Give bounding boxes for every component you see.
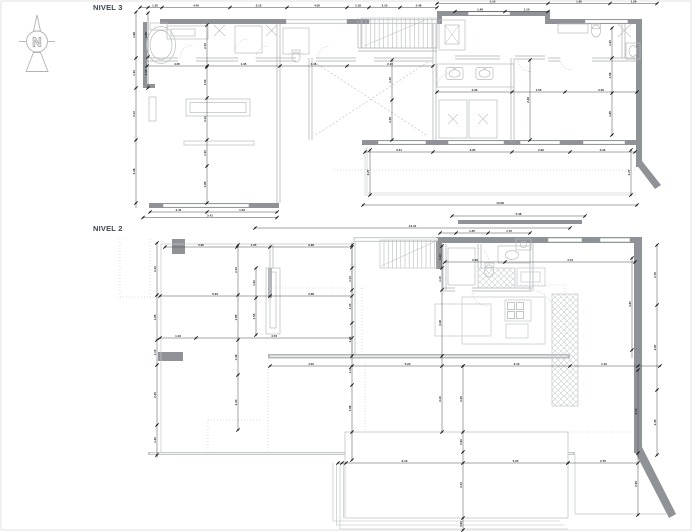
svg-text:1.10: 1.10 — [437, 254, 442, 260]
svg-text:2.41: 2.41 — [175, 207, 182, 212]
nivel3-elevator — [439, 20, 465, 50]
svg-text:1.30: 1.30 — [131, 70, 136, 76]
svg-text:4.05: 4.05 — [174, 61, 180, 66]
svg-text:1.30: 1.30 — [387, 77, 392, 83]
closet — [186, 99, 250, 116]
svg-text:3.95: 3.95 — [469, 147, 476, 152]
svg-text:2.10: 2.10 — [387, 61, 393, 66]
svg-text:3.10: 3.10 — [513, 361, 520, 366]
svg-text:2.10: 2.10 — [381, 3, 388, 8]
nivel3-x-markers — [214, 24, 631, 37]
svg-text:1.30: 1.30 — [347, 303, 352, 310]
svg-text:2.76: 2.76 — [652, 272, 657, 278]
svg-text:2.30: 2.30 — [472, 257, 478, 262]
nivel3-exterior-walls — [143, 11, 661, 224]
svg-text:2.95: 2.95 — [198, 242, 204, 247]
svg-text:2.45: 2.45 — [633, 481, 638, 487]
svg-text:1.72: 1.72 — [506, 228, 512, 233]
svg-text:1.28: 1.28 — [630, 0, 637, 4]
svg-text:4.73: 4.73 — [567, 257, 573, 262]
svg-text:1.48: 1.48 — [477, 7, 483, 12]
nivel3-bathroom-fixtures — [437, 64, 514, 138]
nivel3-windows — [163, 12, 628, 207]
shower — [448, 248, 475, 285]
nivel3-door-arcs — [180, 39, 572, 88]
svg-text:6.10: 6.10 — [401, 458, 408, 463]
svg-text:3.10: 3.10 — [437, 396, 442, 402]
svg-text:5.48: 5.48 — [515, 211, 522, 216]
svg-text:1.35: 1.35 — [250, 242, 257, 247]
nivel2-stairs — [380, 240, 437, 268]
nivel2-plan — [120, 237, 676, 529]
svg-text:2.48: 2.48 — [387, 117, 392, 123]
svg-text:1.85: 1.85 — [576, 0, 582, 4]
svg-text:1.10: 1.10 — [523, 7, 530, 12]
svg-text:2.48: 2.48 — [415, 3, 422, 8]
svg-text:4.73: 4.73 — [271, 333, 277, 338]
svg-text:1.10: 1.10 — [152, 349, 157, 356]
toilet — [292, 52, 300, 62]
svg-text:1.56: 1.56 — [535, 87, 542, 92]
svg-text:3.10: 3.10 — [255, 3, 262, 8]
svg-text:3.10: 3.10 — [489, 0, 496, 4]
svg-text:2.10: 2.10 — [202, 43, 207, 49]
svg-text:3.38: 3.38 — [308, 242, 314, 247]
svg-text:1.30: 1.30 — [251, 280, 256, 286]
sink — [476, 68, 493, 80]
svg-text:3.87: 3.87 — [627, 301, 632, 307]
svg-text:3.30: 3.30 — [599, 147, 606, 152]
nivel3-terrace — [334, 147, 636, 195]
svg-text:2.45: 2.45 — [152, 392, 157, 398]
svg-text:1.35: 1.35 — [469, 228, 475, 233]
svg-text:3.16: 3.16 — [437, 320, 442, 326]
svg-text:5.41: 5.41 — [207, 213, 213, 218]
svg-text:2.27: 2.27 — [365, 169, 370, 176]
nivel3-plan — [143, 11, 661, 224]
svg-text:0.90: 0.90 — [458, 439, 463, 445]
nivel2-label: NIVEL 2 — [93, 224, 123, 233]
svg-text:2.10: 2.10 — [202, 116, 207, 122]
svg-text:2.10: 2.10 — [152, 266, 157, 272]
svg-text:5.23: 5.23 — [404, 361, 411, 366]
svg-text:3.10: 3.10 — [633, 408, 638, 415]
cooktop — [508, 303, 524, 319]
svg-text:1.30: 1.30 — [152, 437, 157, 443]
svg-text:14.08: 14.08 — [496, 200, 504, 205]
svg-text:1.18: 1.18 — [347, 367, 352, 374]
svg-text:14.41: 14.41 — [408, 223, 417, 228]
svg-text:2.76: 2.76 — [600, 458, 606, 463]
svg-text:1.85: 1.85 — [202, 181, 207, 188]
svg-text:4.05: 4.05 — [314, 3, 320, 8]
svg-text:2.45: 2.45 — [652, 419, 657, 426]
nivel3-label: NIVEL 3 — [93, 3, 123, 12]
svg-text:1.85: 1.85 — [143, 32, 148, 38]
svg-text:1.18: 1.18 — [310, 61, 317, 66]
toilet — [592, 25, 601, 37]
svg-text:1.53: 1.53 — [239, 207, 245, 212]
svg-text:1.30: 1.30 — [202, 150, 207, 156]
basin — [629, 46, 637, 57]
svg-text:5.23: 5.23 — [212, 291, 218, 296]
svg-text:1.10: 1.10 — [175, 333, 181, 338]
compass-south-tail — [26, 53, 48, 72]
svg-text:3.38: 3.38 — [131, 168, 136, 175]
svg-text:0.60: 0.60 — [458, 521, 463, 527]
svg-text:1.85: 1.85 — [152, 314, 157, 321]
svg-text:1.10: 1.10 — [437, 276, 442, 282]
compass-north-letter: N — [32, 34, 42, 50]
svg-text:2.90: 2.90 — [538, 147, 544, 152]
svg-text:1.53: 1.53 — [251, 313, 256, 320]
svg-text:2.10: 2.10 — [233, 267, 238, 273]
compass-north-spike — [34, 15, 41, 31]
nivel3-left-wing-fixtures — [147, 23, 310, 145]
sink — [446, 68, 463, 80]
svg-text:2.30: 2.30 — [233, 399, 238, 406]
svg-text:3.38: 3.38 — [308, 291, 314, 296]
svg-text:5.23: 5.23 — [512, 458, 519, 463]
pantry-cabinet — [552, 294, 578, 406]
svg-text:1.85: 1.85 — [607, 111, 612, 117]
svg-text:3.10: 3.10 — [131, 111, 136, 117]
svg-text:3.87: 3.87 — [652, 344, 657, 351]
dining-table — [435, 304, 491, 336]
svg-text:4.40: 4.40 — [193, 3, 199, 8]
svg-text:2.45: 2.45 — [458, 396, 463, 402]
svg-text:1.30: 1.30 — [607, 40, 612, 46]
svg-text:1.35: 1.35 — [152, 3, 158, 8]
svg-text:3.10: 3.10 — [458, 482, 463, 488]
nivel2-pool — [333, 432, 568, 529]
svg-text:1.10: 1.10 — [347, 276, 352, 282]
svg-text:1.48: 1.48 — [233, 354, 238, 361]
svg-text:4.40: 4.40 — [308, 361, 314, 366]
svg-text:1.35: 1.35 — [240, 61, 247, 66]
nivel2-sliding-door — [266, 268, 280, 334]
svg-text:2.27: 2.27 — [626, 169, 631, 176]
svg-text:1.10: 1.10 — [601, 361, 607, 366]
svg-text:1.56: 1.56 — [607, 72, 612, 79]
nivel3-right-bath-fixtures — [558, 24, 640, 59]
svg-text:3.41: 3.41 — [396, 147, 402, 152]
svg-text:2.30: 2.30 — [471, 87, 478, 92]
svg-text:1.85: 1.85 — [233, 314, 238, 321]
svg-text:1.18: 1.18 — [355, 3, 361, 8]
svg-text:1.53: 1.53 — [202, 79, 207, 86]
nivel3-void-x — [314, 62, 428, 136]
svg-text:1.98: 1.98 — [131, 32, 136, 38]
svg-text:2.48: 2.48 — [525, 97, 530, 103]
svg-text:1.98: 1.98 — [347, 405, 352, 412]
svg-text:2.30: 2.30 — [598, 87, 604, 92]
svg-text:1.30: 1.30 — [143, 69, 148, 76]
basin — [506, 251, 519, 260]
north-compass-icon — [19, 15, 55, 72]
nivel2-kitchen — [435, 268, 578, 406]
kitchen-counter — [478, 268, 515, 288]
svg-text:1.30: 1.30 — [347, 336, 352, 343]
